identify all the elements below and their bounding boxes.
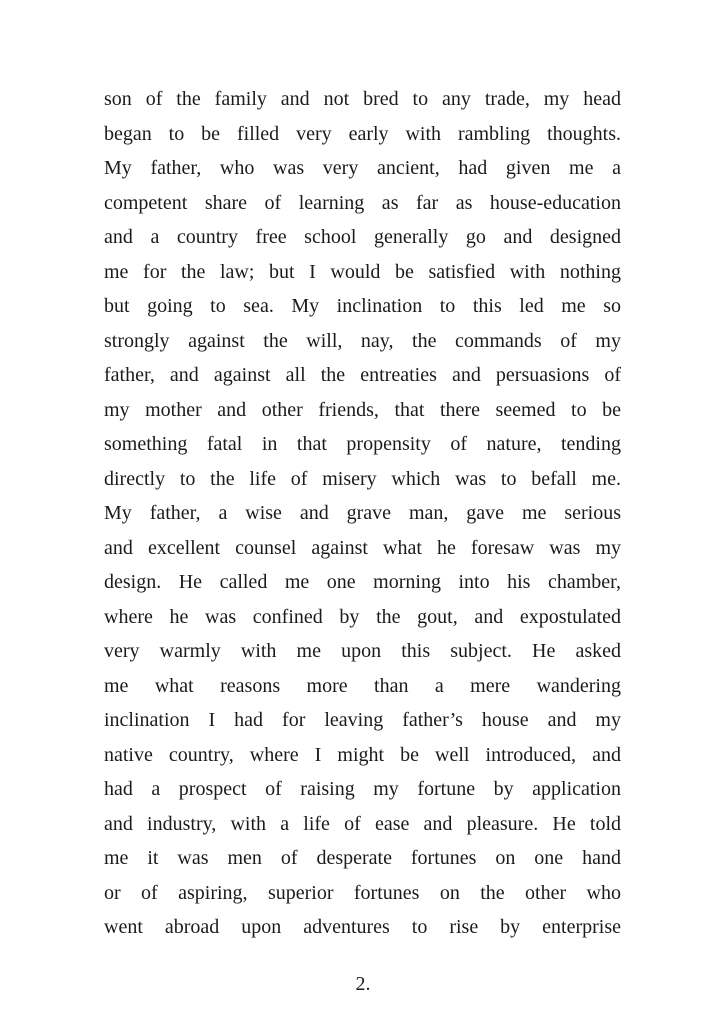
text-line: and excellent counsel against what he foresaw was my	[104, 536, 621, 559]
text-line: where he was confined by the gout, and expostulated	[104, 605, 621, 628]
text-line: and industry, with a life of ease and pleasure. He told	[104, 812, 621, 835]
text-line: me what reasons more than a mere wandering	[104, 674, 621, 697]
text-line: but going to sea. My inclination to this led me so	[104, 295, 621, 317]
text-line: strongly against the will, nay, the commands of my	[104, 329, 621, 352]
text-line: competent share of learning as far as house-education	[104, 191, 621, 214]
text-line: My father, who was very ancient, had given me a	[104, 157, 621, 179]
text-line: My father, a wise and grave man, gave me serious	[104, 502, 621, 524]
text-line: very warmly with me upon this subject. He asked	[104, 640, 621, 662]
page-text-block	[104, 82, 621, 945]
text-line: my mother and other friends, that there seemed to be	[104, 398, 621, 421]
page-number: 2.	[355, 973, 371, 995]
text-line: son of the family and not bred to any trade, my head	[104, 88, 621, 110]
text-line: father, and against all the entreaties and persuasions of	[104, 364, 621, 386]
text-line: directly to the life of misery which was to befall me.	[104, 467, 621, 490]
text-line: something fatal in that propensity of nature, tending	[104, 433, 621, 455]
text-line: or of aspiring, superior fortunes on the other who	[104, 881, 621, 904]
text-line: had a prospect of raising my fortune by application	[104, 778, 621, 800]
text-line: inclination I had for leaving father’s house and my	[104, 709, 621, 731]
text-line: began to be filled very early with rambling thoughts.	[104, 122, 621, 145]
text-line: native country, where I might be well introduced, and	[104, 743, 621, 766]
text-line: me for the law; but I would be satisfied with nothing	[104, 260, 621, 283]
text-line: went abroad upon adventures to rise by enterprise	[104, 916, 621, 938]
text-line: and a country free school generally go and designed	[104, 226, 621, 248]
text-line: design. He called me one morning into his chamber,	[104, 571, 621, 593]
text-line: me it was men of desperate fortunes on one hand	[104, 847, 621, 869]
